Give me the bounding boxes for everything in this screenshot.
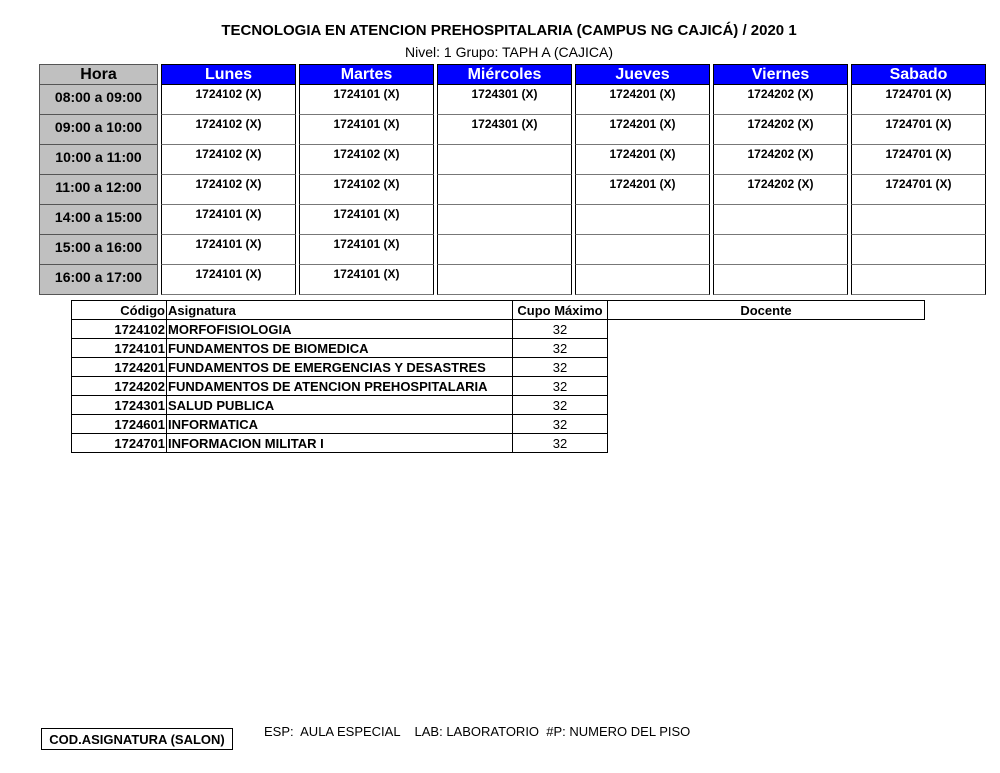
schedule-row [39, 115, 986, 145]
subject-code: 1724102 [72, 320, 167, 339]
schedule-cell: 1724102 (X) [161, 115, 296, 145]
schedule-cell: 1724701 (X) [851, 175, 986, 205]
time-slot: 09:00 a 10:00 [39, 115, 158, 145]
subject-name: MORFOFISIOLOGIA [167, 320, 513, 339]
schedule-row [39, 85, 986, 115]
schedule-table [39, 64, 986, 295]
time-slot: 10:00 a 11:00 [39, 145, 158, 175]
schedule-row [39, 205, 986, 235]
subject-name: SALUD PUBLICA [167, 396, 513, 415]
schedule-cell: 1724201 (X) [575, 85, 710, 115]
day-header-lunes: Lunes [161, 64, 296, 85]
schedule-cell: 1724701 (X) [851, 115, 986, 145]
schedule-cell [851, 265, 986, 295]
subject-docente [608, 339, 925, 358]
subject-cupo: 32 [513, 320, 608, 339]
schedule-cell [437, 205, 572, 235]
schedule-cell: 1724101 (X) [299, 235, 434, 265]
subjects-header-row [72, 301, 925, 320]
schedule-cell: 1724101 (X) [161, 265, 296, 295]
schedule-cell: 1724101 (X) [299, 115, 434, 145]
legend-text: ESP: AULA ESPECIAL LAB: LABORATORIO #P: NUMERO DEL PISO [264, 724, 691, 739]
subject-docente [608, 377, 925, 396]
subject-row [72, 358, 925, 377]
legend-box: COD.ASIGNATURA (SALON) [41, 728, 233, 750]
schedule-cell: 1724102 (X) [299, 175, 434, 205]
codigo-header: Código [72, 301, 167, 320]
subject-row [72, 415, 925, 434]
schedule-header-row [39, 64, 986, 85]
schedule-cell: 1724201 (X) [575, 115, 710, 145]
subject-cupo: 32 [513, 377, 608, 396]
subject-cupo: 32 [513, 339, 608, 358]
page-subtitle: Nivel: 1 Grupo: TAPH A (CAJICA) [405, 44, 613, 60]
subject-name: FUNDAMENTOS DE ATENCION PREHOSPITALARIA [167, 377, 513, 396]
schedule-cell: 1724301 (X) [437, 85, 572, 115]
schedule-cell: 1724101 (X) [299, 205, 434, 235]
subject-docente [608, 396, 925, 415]
subject-code: 1724701 [72, 434, 167, 453]
schedule-cell: 1724101 (X) [161, 235, 296, 265]
subject-code: 1724301 [72, 396, 167, 415]
schedule-cell: 1724102 (X) [299, 145, 434, 175]
subject-docente [608, 358, 925, 377]
subject-row [72, 339, 925, 358]
schedule-cell [575, 205, 710, 235]
schedule-cell [713, 205, 848, 235]
day-header-sabado: Sabado [851, 64, 986, 85]
schedule-cell: 1724201 (X) [575, 145, 710, 175]
subjects-table [71, 300, 925, 453]
schedule-cell: 1724202 (X) [713, 115, 848, 145]
time-slot: 15:00 a 16:00 [39, 235, 158, 265]
schedule-cell [437, 175, 572, 205]
subject-code: 1724101 [72, 339, 167, 358]
subject-row [72, 396, 925, 415]
time-slot: 16:00 a 17:00 [39, 265, 158, 295]
day-header-miercoles: Miércoles [437, 64, 572, 85]
schedule-cell: 1724202 (X) [713, 175, 848, 205]
schedule-cell [437, 235, 572, 265]
subject-cupo: 32 [513, 434, 608, 453]
day-header-martes: Martes [299, 64, 434, 85]
time-slot: 08:00 a 09:00 [39, 85, 158, 115]
schedule-cell [713, 235, 848, 265]
schedule-row [39, 145, 986, 175]
schedule-cell [851, 235, 986, 265]
subject-name: INFORMATICA [167, 415, 513, 434]
hora-header: Hora [39, 64, 158, 85]
subject-row [72, 377, 925, 396]
schedule-cell: 1724202 (X) [713, 145, 848, 175]
schedule-cell: 1724701 (X) [851, 145, 986, 175]
asignatura-header: Asignatura [167, 301, 513, 320]
schedule-cell: 1724102 (X) [161, 85, 296, 115]
schedule-cell: 1724102 (X) [161, 145, 296, 175]
schedule-cell: 1724202 (X) [713, 85, 848, 115]
page-title: TECNOLOGIA EN ATENCION PREHOSPITALARIA (CAMPUS NG CAJICÁ) / 2020 1 [221, 22, 797, 39]
schedule-row [39, 235, 986, 265]
schedule-cell [575, 235, 710, 265]
subject-code: 1724601 [72, 415, 167, 434]
subject-row [72, 320, 925, 339]
schedule-cell: 1724701 (X) [851, 85, 986, 115]
cupo-header: Cupo Máximo [513, 301, 608, 320]
schedule-cell: 1724101 (X) [299, 265, 434, 295]
subject-name: INFORMACION MILITAR I [167, 434, 513, 453]
schedule-cell [713, 265, 848, 295]
docente-header: Docente [608, 301, 925, 320]
time-slot: 14:00 a 15:00 [39, 205, 158, 235]
day-header-jueves: Jueves [575, 64, 710, 85]
subject-docente [608, 320, 925, 339]
schedule-cell [437, 145, 572, 175]
subject-cupo: 32 [513, 358, 608, 377]
subject-code: 1724202 [72, 377, 167, 396]
schedule-cell [437, 265, 572, 295]
schedule-cell: 1724101 (X) [299, 85, 434, 115]
subject-cupo: 32 [513, 415, 608, 434]
day-header-viernes: Viernes [713, 64, 848, 85]
subject-name: FUNDAMENTOS DE EMERGENCIAS Y DESASTRES [167, 358, 513, 377]
subject-cupo: 32 [513, 396, 608, 415]
schedule-cell: 1724102 (X) [161, 175, 296, 205]
schedule-cell: 1724301 (X) [437, 115, 572, 145]
schedule-cell [851, 205, 986, 235]
subject-docente [608, 415, 925, 434]
subject-docente [608, 434, 925, 453]
schedule-cell: 1724101 (X) [161, 205, 296, 235]
schedule-cell [575, 265, 710, 295]
schedule-row [39, 175, 986, 205]
subject-name: FUNDAMENTOS DE BIOMEDICA [167, 339, 513, 358]
time-slot: 11:00 a 12:00 [39, 175, 158, 205]
schedule-cell: 1724201 (X) [575, 175, 710, 205]
subject-row [72, 434, 925, 453]
schedule-row [39, 265, 986, 295]
subject-code: 1724201 [72, 358, 167, 377]
